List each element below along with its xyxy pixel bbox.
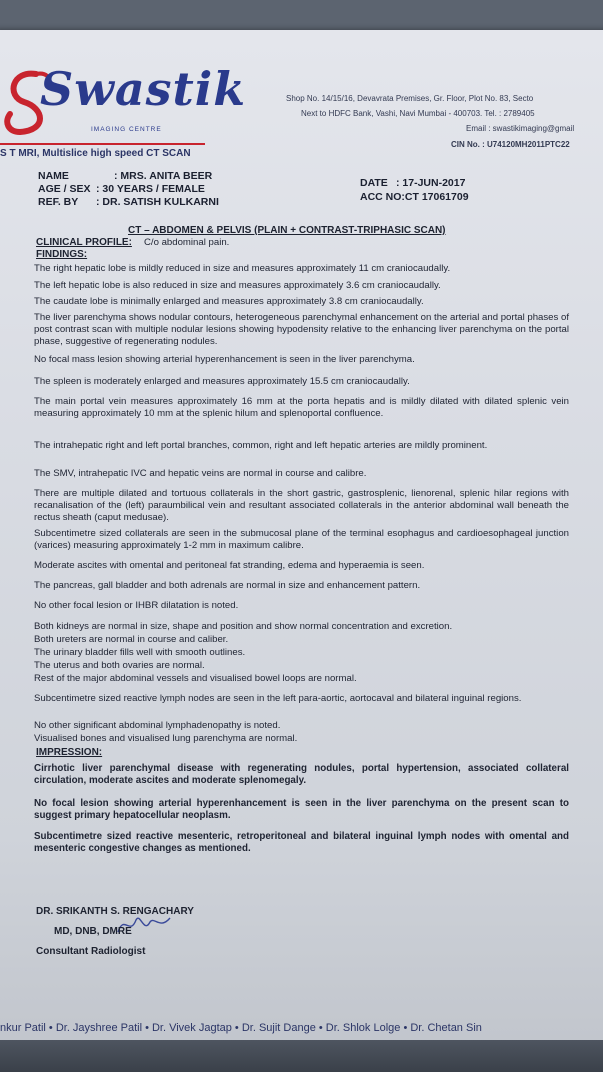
background-surface [0,1040,603,1072]
age-value: : 30 YEARS / FEMALE [96,183,205,195]
header-divider [0,143,205,145]
age-label: AGE / SEX [38,183,91,195]
impression-cirrhosis: Cirrhotic liver parenchymal disease with regenerating nodules, portal hypertension, associated collateral circulation, moderate ascites and moderate splenomegaly. [34,763,569,786]
finding-spleen: The spleen is moderately enlarged and measures approximately 15.5 cm craniocaudally. [34,376,410,387]
brand-subtitle: IMAGING CENTRE [91,126,162,133]
ref-value: : DR. SATISH KULKARNI [96,196,219,208]
name-value: : MRS. ANITA BEER [114,170,213,182]
brand-name: Swastik [40,62,247,116]
doctors-footer: nkur Patil • Dr. Jayshree Patil • Dr. Vivek Jagtap • Dr. Sujit Dange • Dr. Shlok Lolge • Dr. Chetan Sin [0,1022,482,1034]
address-line-2: Next to HDFC Bank, Vashi, Navi Mumbai - 400703. Tel. : 2789405 [301,109,535,118]
radiologist-degrees: MD, DNB, DMRE [54,926,132,937]
findings-label: FINDINGS: [36,249,88,260]
finding-lymph-nodes: Subcentimetre sized reactive lymph nodes are seen in the left para-aortic, aortocaval and bilateral inguinal regions. [34,693,522,704]
address-line-1: Shop No. 14/15/16, Devavrata Premises, Gr. Floor, Plot No. 83, Secto [286,94,534,103]
finding-pancreas: The pancreas, gall bladder and both adrenals are normal in size and enhancement pattern. [34,580,421,591]
finding-no-ihbr: No other focal lesion or IHBR dilatation is noted. [34,600,239,611]
finding-right-lobe: The right hepatic lobe is mildly reduced in size and measures approximately 11 cm craniocaudally. [34,263,451,274]
finding-bones-lungs: Visualised bones and visualised lung parenchyma are normal. [34,733,298,744]
impression-label: IMPRESSION: [36,747,103,758]
clinical-profile-label: CLINICAL PROFILE: [36,237,132,248]
finding-no-focal-mass: No focal mass lesion showing arterial hyperenhancement is seen in the liver parenchyma. [34,354,415,365]
finding-kidneys: Both kidneys are normal in size, shape and position and show normal concentration and excretion. [34,621,453,632]
finding-portal-vein: The main portal vein measures approximately 16 mm at the porta hepatis and is mildly dilated with dilated splenic vein measuring approximately 10 mm at the splenic hilum and splenoportal confluence. [34,396,569,419]
clinical-profile-text: C/o abdominal pain. [144,237,230,248]
address-email: Email : swastikimaging@gmail [466,124,575,133]
finding-liver-parenchyma: The liver parenchyma shows nodular contours, heterogeneous parenchymal enhancement on the arterial and portal phases of post contrast scan with multiple nodular lesions showing hypodensity relative to the enhancing liver parenchyma on the portal phase, suggestive of regenerating nodules. [34,312,569,347]
radiologist-name: DR. SRIKANTH S. RENGACHARY [36,906,194,917]
finding-varices: Subcentimetre sized collaterals are seen in the submucosal plane of the terminal esophagus and cardioesophageal junction (varices) measuring approximately 1-2 mm in maximum calibre. [34,528,569,551]
finding-ascites: Moderate ascites with omental and peritoneal fat stranding, edema and hyperaemia is seen. [34,560,425,571]
finding-collaterals: There are multiple dilated and tortuous collaterals in the short gastric, gastrosplenic, lienorenal, splenic hilar regions with recanalisation of the (left) paraumbilical vein and resultant associated collaterals in the anterior abdominal wall beneath the rectus sheath (caput medusae). [34,488,569,523]
radiologist-role: Consultant Radiologist [36,946,146,957]
impression-lymph-nodes: Subcentimetre sized reactive mesenteric, retroperitoneal and bilateral inguinal lymph nodes with omental and mesenteric congestive changes as mentioned. [34,831,569,854]
date-label: DATE [360,177,388,189]
name-label: NAME [38,170,69,182]
finding-uterus: The uterus and both ovaries are normal. [34,660,205,671]
brand-tagline: S T MRI, Multislice high speed CT SCAN [0,148,191,159]
report-sheet [0,30,603,1040]
ref-label: REF. BY [38,196,79,208]
finding-bladder: The urinary bladder fills well with smooth outlines. [34,647,246,658]
finding-caudate-lobe: The caudate lobe is minimally enlarged and measures approximately 3.8 cm craniocaudally. [34,296,424,307]
finding-no-lymphadenopathy: No other significant abdominal lymphadenopathy is noted. [34,720,281,731]
date-value: : 17-JUN-2017 [396,177,466,189]
report-title: CT – ABDOMEN & PELVIS (PLAIN + CONTRAST-TRIPHASIC SCAN) [128,225,446,236]
finding-smv-ivc: The SMV, intrahepatic IVC and hepatic veins are normal in course and calibre. [34,468,367,479]
finding-left-lobe: The left hepatic lobe is also reduced in size and measures approximately 3.6 cm craniocaudally. [34,280,441,291]
finding-ureters: Both ureters are normal in course and caliber. [34,634,229,645]
address-cin: CIN No. : U74120MH2011PTC22 [451,140,570,149]
finding-intrahepatic-branches: The intrahepatic right and left portal branches, common, right and left hepatic arteries are mildly prominent. [34,440,488,451]
acc-number: ACC NO:CT 17061709 [360,191,469,203]
finding-vessels-bowel: Rest of the major abdominal vessels and visualised bowel loops are normal. [34,673,357,684]
impression-no-focal-lesion: No focal lesion showing arterial hyperenhancement is seen in the liver parenchyma on the present scan to suggest primary hepatocellular neoplasm. [34,798,569,821]
